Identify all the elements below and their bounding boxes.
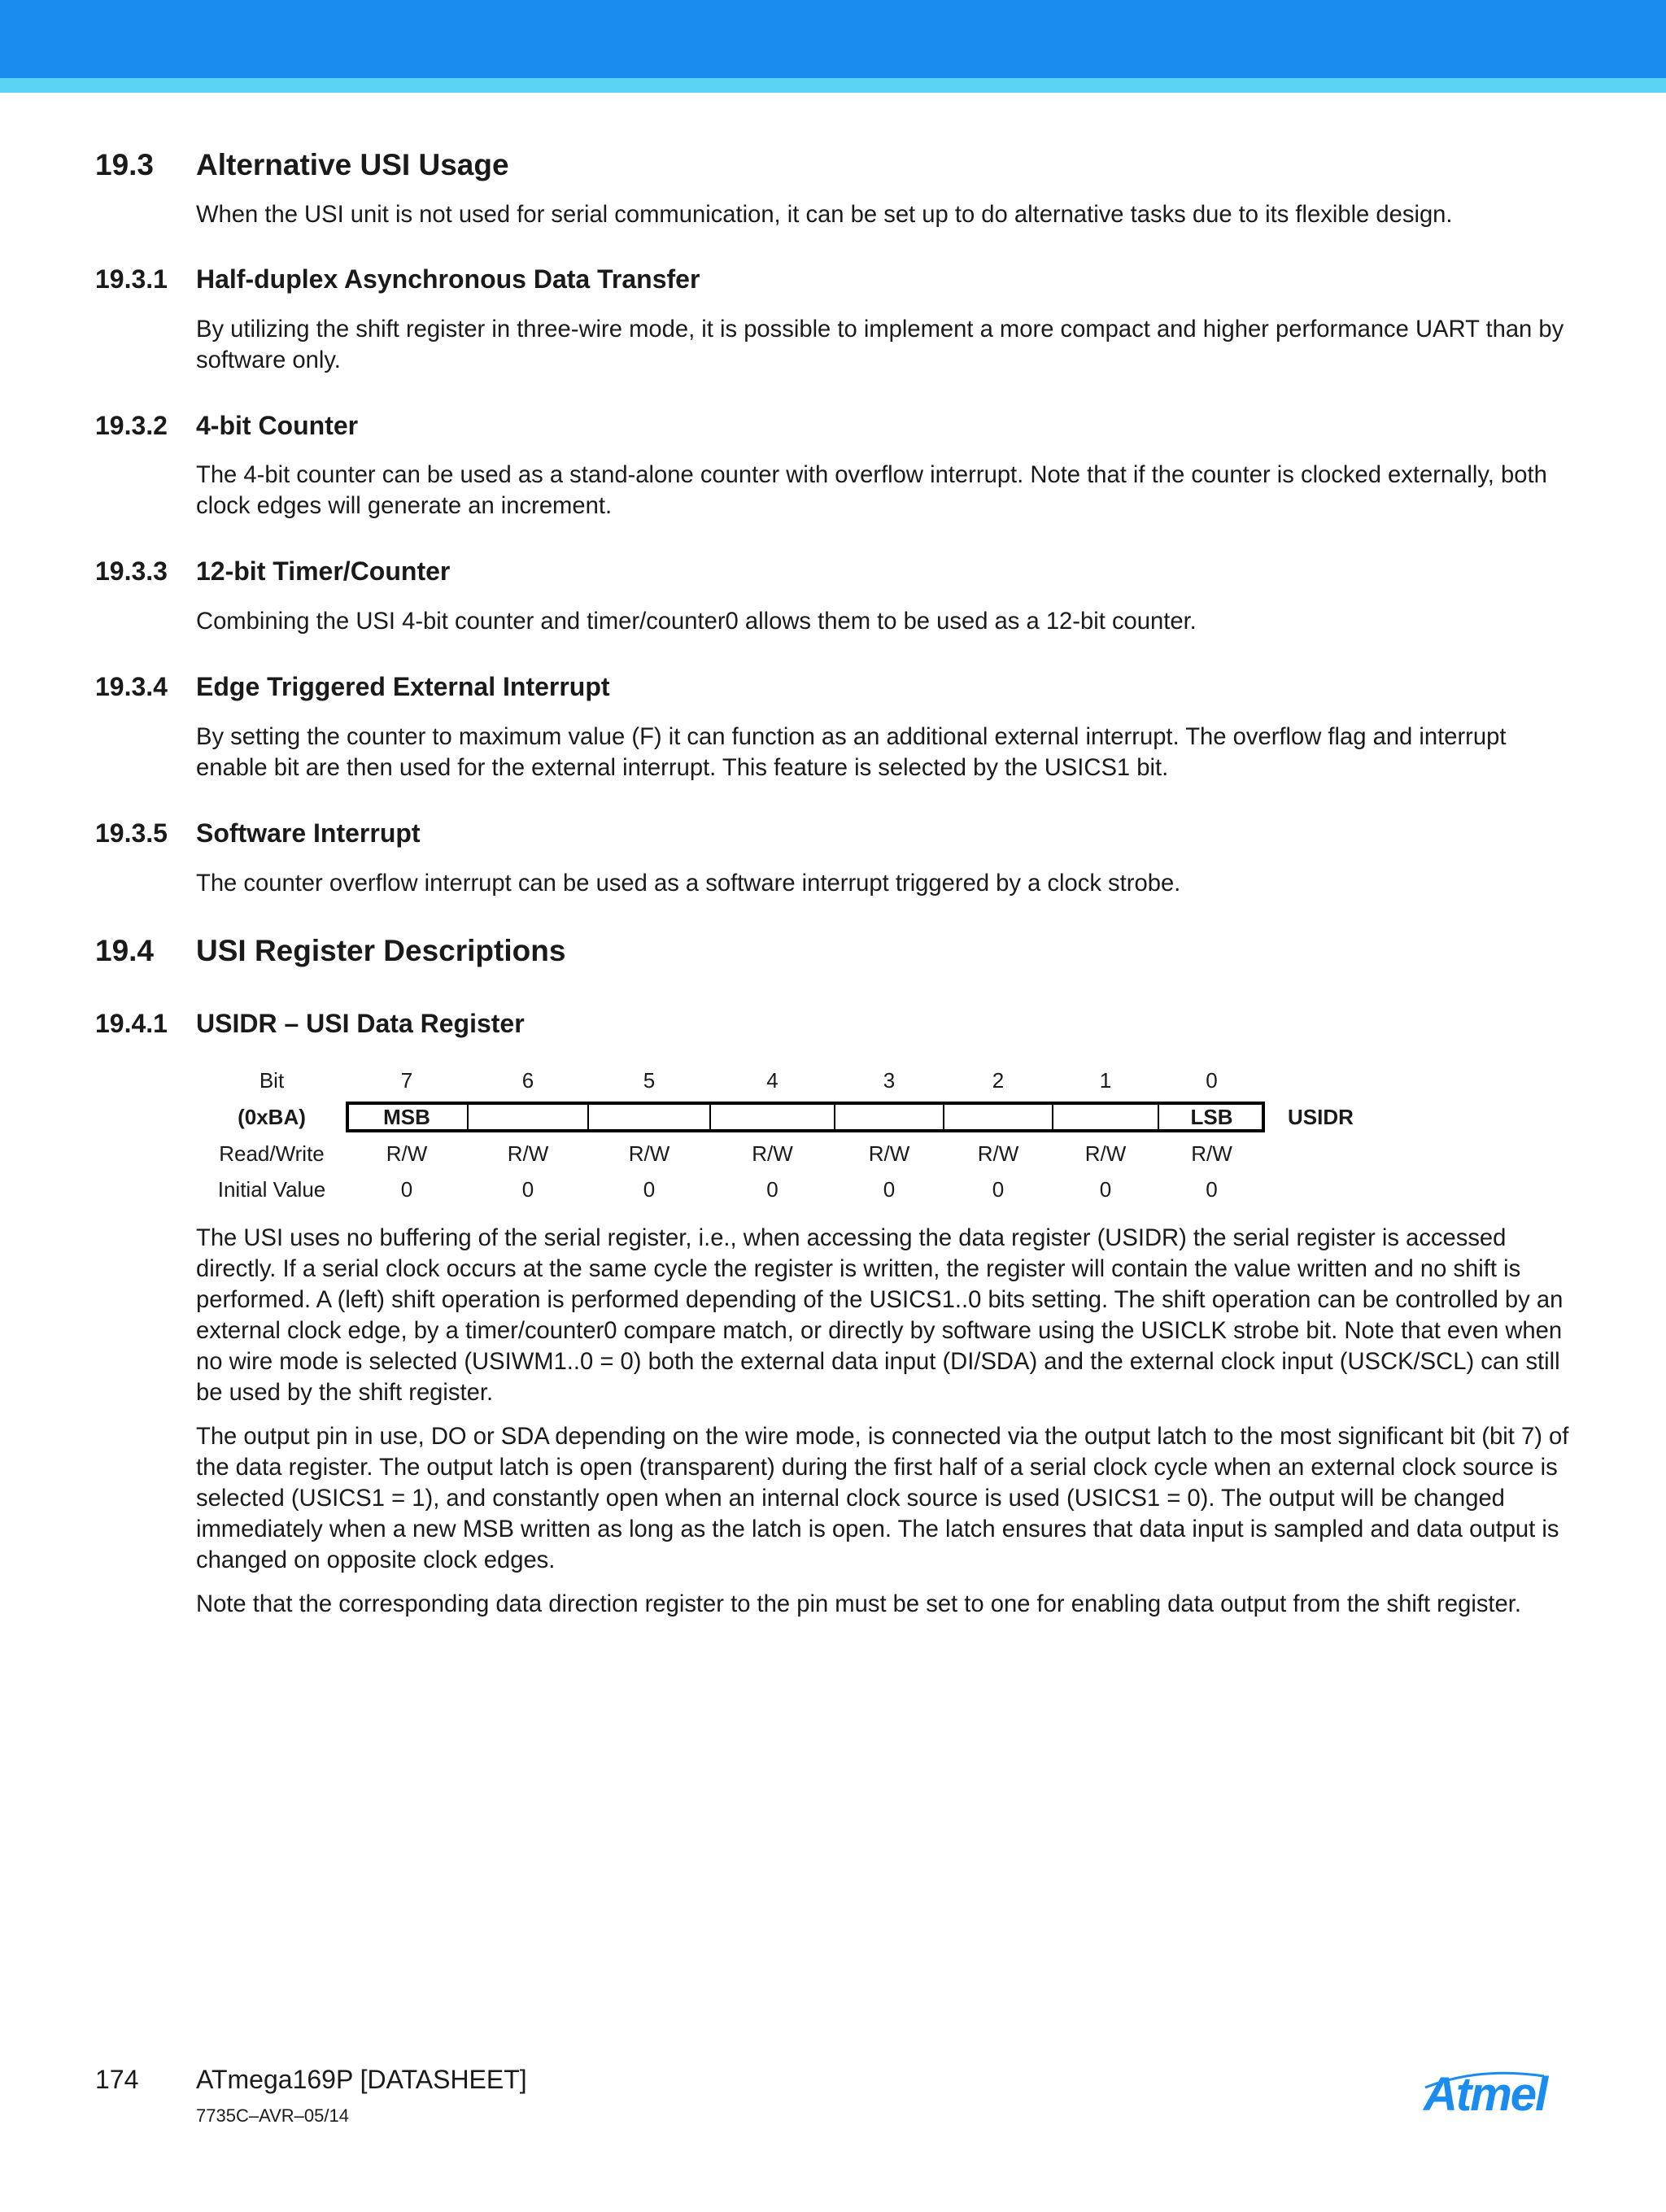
bit-initial-value: 0 — [1206, 1177, 1218, 1202]
bit-number: 2 — [992, 1068, 1005, 1093]
row-label-read-write: Read/Write — [219, 1141, 325, 1166]
paragraph-output-latch: The output pin in use, DO or SDA depending on the wire mode, is connected via the output latch to the most significant bit (bit 7) of the data register. The output latch is open (transparent) during the first half of a serial clock cycle when an external clock source is selected (USICS1 = 1), and constantly open when an internal clock source is used (USICS1 = 0). The output will be changed immediately when a new MSB written as long as the latch is open. The latch ensures that data input is sampled and data output is changed on opposite clock edges. — [196, 1424, 1569, 1573]
bit-access: R/W — [628, 1141, 670, 1166]
section-body-19-3-5: The counter overflow interrupt can be used as a software interrupt triggered by a clock strobe. — [196, 870, 1181, 897]
section-title: Half-duplex Asynchronous Data Transfer — [196, 264, 700, 294]
bit-initial-value: 0 — [883, 1177, 896, 1202]
bit-name-msb: MSB — [383, 1105, 430, 1129]
section-number: 19.3.1 — [95, 264, 168, 294]
section-heading-19-3-2 — [95, 411, 358, 441]
row-label-initial-value: Initial Value — [217, 1177, 326, 1202]
section-number: 19.3.4 — [95, 672, 168, 701]
section-title: USI Register Descriptions — [196, 934, 566, 967]
bit-access: R/W — [752, 1141, 793, 1166]
bit-initial-value: 0 — [992, 1177, 1005, 1202]
section-title: USIDR – USI Data Register — [196, 1009, 525, 1038]
bit-divider — [834, 1102, 835, 1132]
bit-initial-value: 0 — [1099, 1177, 1112, 1202]
bit-number: 4 — [766, 1068, 778, 1093]
bit-number: 1 — [1099, 1068, 1112, 1093]
paragraph-usidr-description: The USI uses no buffering of the serial register, i.e., when accessing the data register (USIDR) the serial register is accessed directly. If a serial clock occurs at the same cycle the register is written, the register will contain the value written and no shift is performed. A (left) shift operation is performed depending of the USICS1..0 bits setting. The shift operation can be controlled by an external clock edge, by a timer/counter0 compare match, or directly by software using the USICLK strobe bit. Note that even when no wire mode is selected (USIWM1..0 = 0) both the external data input (DI/SDA) and the external clock input (USCK/SCL) can still be used by the shift register. — [196, 1225, 1564, 1406]
document-title: ATmega169P [DATASHEET] — [196, 2065, 527, 2094]
section-heading-19-3-5 — [95, 818, 421, 849]
section-number: 19.4.1 — [95, 1009, 168, 1038]
bit-access: R/W — [1084, 1141, 1127, 1166]
section-title: Alternative USI Usage — [196, 148, 509, 181]
register-table — [0, 1062, 1666, 1216]
section-heading-19-4-1 — [95, 1009, 525, 1039]
bit-number: 3 — [883, 1068, 896, 1093]
section-title: 12-bit Timer/Counter — [196, 556, 451, 586]
bit-divider — [587, 1102, 589, 1132]
row-label-address: (0xBA) — [238, 1105, 306, 1129]
bit-divider — [1052, 1102, 1053, 1132]
section-heading-19-3 — [95, 148, 509, 182]
bit-initial-value: 0 — [766, 1177, 778, 1202]
section-body-19-3-1: By utilizing the shift register in three-wire mode, it is possible to implement a more compact and higher performance UART than by software only. — [196, 316, 1564, 373]
section-number: 19.3.5 — [95, 818, 168, 848]
section-heading-19-3-1 — [95, 264, 700, 294]
bit-access: R/W — [868, 1141, 910, 1166]
section-body-19-3-4: By setting the counter to maximum value (F) it can function as an additional external interrupt. The overflow flag and interrupt enable bit are then used for the external interrupt. This feature is selected by the USICS1 bit. — [196, 724, 1507, 781]
bit-divider — [709, 1102, 711, 1132]
header-band — [0, 0, 1666, 78]
section-title: Edge Triggered External Interrupt — [196, 672, 610, 701]
bit-number: 0 — [1206, 1068, 1218, 1093]
bit-access: R/W — [977, 1141, 1019, 1166]
bit-access: R/W — [507, 1141, 549, 1166]
section-number: 19.4 — [95, 934, 155, 967]
bit-divider — [943, 1102, 944, 1132]
paragraph-data-direction-note: Note that the corresponding data direction register to the pin must be set to one for enabling data output from the shift register. — [196, 1591, 1521, 1617]
section-body-19-3-2: The 4-bit counter can be used as a stand-alone counter with overflow interrupt. Note that if the counter is clocked externally, both clock edges will generate an increment. — [196, 462, 1547, 519]
register-name: USIDR — [1288, 1105, 1354, 1129]
section-heading-19-3-4 — [95, 672, 610, 702]
row-label-bit: Bit — [259, 1068, 285, 1093]
section-number: 19.3 — [95, 148, 155, 181]
bit-number: 5 — [643, 1068, 656, 1093]
atmel-logo-text: Atmel — [1424, 2068, 1547, 2121]
bit-access: R/W — [1191, 1141, 1232, 1166]
page-number: 174 — [95, 2065, 139, 2094]
section-body-19-3-3: Combining the USI 4-bit counter and timer/counter0 allows them to be used as a 12-bit counter. — [196, 609, 1197, 635]
bit-initial-value: 0 — [400, 1177, 413, 1202]
header-stripe — [0, 78, 1666, 93]
register-box — [346, 1102, 1265, 1132]
section-heading-19-4 — [95, 934, 565, 968]
section-title: 4-bit Counter — [196, 411, 359, 440]
section-title: Software Interrupt — [196, 818, 421, 848]
bit-number: 7 — [400, 1068, 413, 1093]
bit-initial-value: 0 — [521, 1177, 534, 1202]
bit-access: R/W — [386, 1141, 428, 1166]
atmel-logo — [1422, 2065, 1577, 2122]
section-body-19-3: When the USI unit is not used for serial communication, it can be set up to do alternative tasks due to its flexible design. — [196, 202, 1453, 228]
bit-number: 6 — [521, 1068, 534, 1093]
bit-name-lsb: LSB — [1190, 1105, 1233, 1129]
section-heading-19-3-3 — [95, 556, 450, 587]
bit-initial-value: 0 — [643, 1177, 656, 1202]
document-code: 7735C–AVR–05/14 — [196, 2105, 349, 2126]
section-number: 19.3.3 — [95, 556, 168, 586]
section-number: 19.3.2 — [95, 411, 168, 440]
